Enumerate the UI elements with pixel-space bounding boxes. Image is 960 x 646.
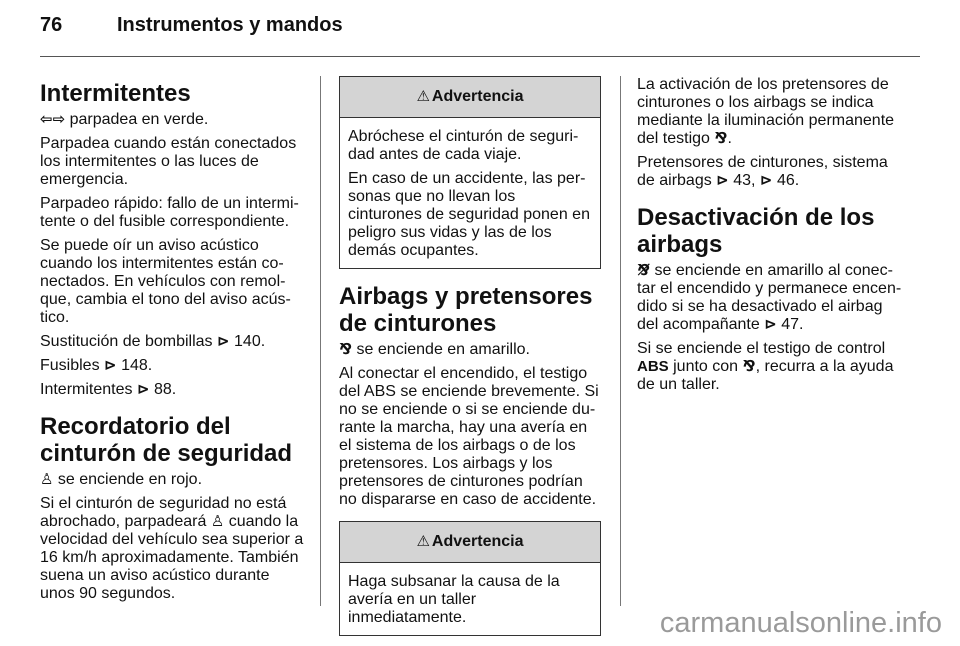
- header-rule: [40, 56, 920, 57]
- paragraph: Si el cinturón de seguridad no está abrochado, parpadeará ♙ cuando la velocidad del vehículo sea superior a 16 km/h aproximadamente. También suena un aviso acústico durante unos 90 segundos.: [40, 495, 304, 602]
- reference-arrow-icon: ⊳: [759, 172, 773, 189]
- reference-line: Pretensores de cinturones, sistema de airbags ⊳ 43, ⊳ 46.: [637, 154, 888, 189]
- column-3: [637, 76, 903, 400]
- seat-belt-icon: ♙: [210, 513, 225, 530]
- reference-line: Intermitentes ⊳ 88.: [40, 381, 177, 398]
- paragraph: Si se enciende el testigo de control ABS junto con ⅋, recurra a la ayuda de un taller.: [637, 340, 894, 393]
- paragraph: Haga subsanar la causa de la avería en un taller inmediatamente.: [348, 573, 560, 626]
- paragraph: En caso de un accidente, las personas que no llevan los cinturones de seguridad ponen en peligro sus vidas y las de los demás ocupantes.: [348, 170, 590, 259]
- page-title: Instrumentos y mandos: [117, 14, 343, 36]
- paragraph: Parpadeo rápido: fallo de un intermitente o del fusible correspondiente.: [40, 195, 299, 230]
- airbag-off-icon: ⅋̸: [637, 262, 651, 279]
- warning-header: ⚠ Advertencia: [340, 522, 600, 563]
- section-title-airbags: Airbags y pretensores de cinturones: [339, 283, 593, 337]
- abs-icon: ABS: [637, 358, 669, 375]
- reference-line: Fusibles ⊳ 148.: [40, 357, 153, 374]
- turn-signal-icon: ⇦⇨: [40, 111, 66, 128]
- reference-arrow-icon: ⊳: [764, 316, 777, 333]
- warning-box: [339, 521, 601, 636]
- column-divider-2: [620, 76, 621, 606]
- reference-arrow-icon: ⊳: [217, 333, 230, 350]
- section-title-desactivacion: Desactivación de los airbags: [637, 204, 875, 258]
- reference-arrow-icon: ⊳: [716, 172, 729, 189]
- paragraph: La activación de los pretensores de cinturones o los airbags se indica mediante la iluminación permanente del testigo ⅋.: [637, 76, 895, 147]
- paragraph: Abróchese el cinturón de seguridad antes de cada viaje.: [348, 128, 579, 163]
- airbag-icon: ⅋: [339, 341, 353, 358]
- warning-body: [340, 563, 600, 635]
- airbag-icon: ⅋: [742, 358, 756, 375]
- column-divider-1: [320, 76, 321, 606]
- column-2: [339, 76, 601, 646]
- reference-line: Sustitución de bombillas ⊳ 140.: [40, 333, 266, 350]
- paragraph: ⇦⇨ parpadea en verde.: [40, 111, 209, 128]
- paragraph: Al conectar el encendido, el testigo del ABS se enciende brevemente. Si no se enciende o si se enciende durante la marcha, hay una avería en el sistema de los airbags o de los pretensores. Los airbags y los pretensores de cinturones podrían no dispararse en caso de accidente.: [339, 365, 599, 508]
- section-title-intermitentes: Intermitentes: [40, 80, 191, 107]
- reference-arrow-icon: ⊳: [136, 381, 150, 398]
- column-1: [40, 76, 304, 609]
- warning-triangle-icon: ⚠: [416, 533, 430, 550]
- section-title-recordatorio: Recordatorio del cinturón de seguridad: [40, 413, 293, 467]
- paragraph: ⅋̸ se enciende en amarillo al conectar el encendido y permanece encendido si se ha desactivado el airbag del acompañante ⊳ 47.: [637, 262, 902, 333]
- seat-belt-icon: ♙: [40, 471, 54, 488]
- warning-body: [340, 118, 600, 268]
- paragraph: ♙ se enciende en rojo.: [40, 471, 203, 488]
- paragraph: Se puede oír un aviso acústico cuando los intermitentes están conectados. En vehículos con remolque, cambia el tono del aviso acústico.: [40, 237, 291, 326]
- warning-box: [339, 76, 601, 269]
- watermark: carmanualsonline.info: [659, 607, 942, 639]
- airbag-icon: ⅋: [714, 130, 728, 147]
- paragraph: ⅋ se enciende en amarillo.: [339, 341, 530, 358]
- warning-triangle-icon: ⚠: [416, 88, 430, 105]
- reference-arrow-icon: ⊳: [104, 357, 117, 374]
- page-number: 76: [40, 14, 63, 36]
- paragraph: Parpadea cuando están conectados los intermitentes o las luces de emergencia.: [40, 135, 297, 188]
- warning-header: ⚠ Advertencia: [340, 77, 600, 118]
